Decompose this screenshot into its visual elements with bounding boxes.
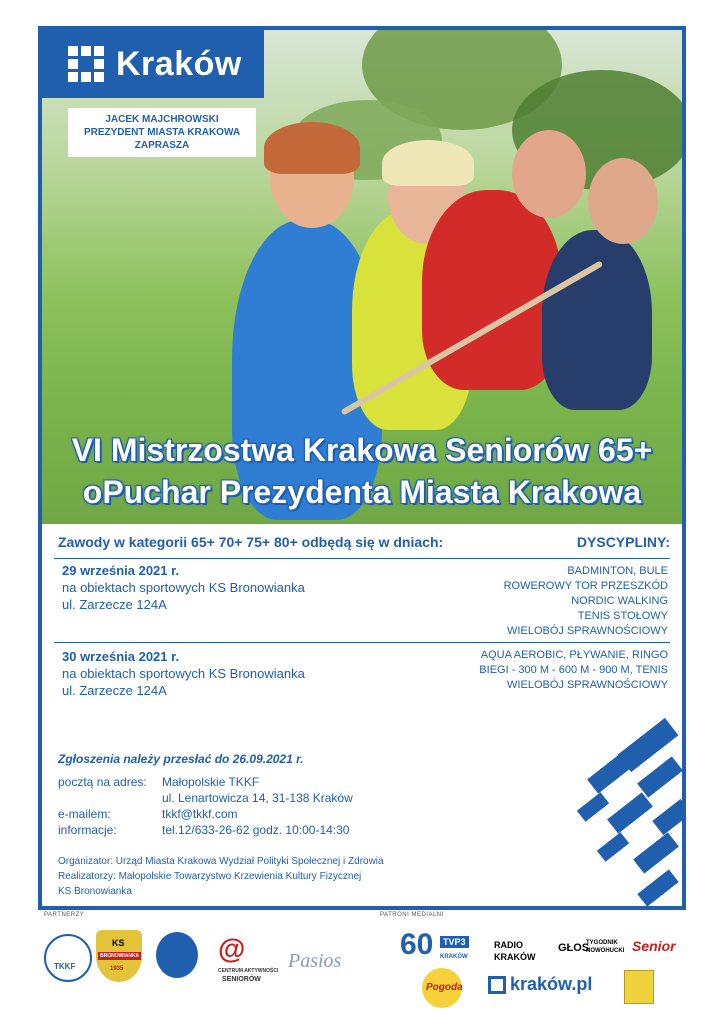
signup-line (58, 908, 446, 910)
partners-label: PARTNERZY (44, 912, 85, 918)
post-address: ul. Lenartowicza 14, 31-138 Kraków (162, 791, 353, 805)
contact-info (58, 774, 353, 838)
title-line-1: VI Mistrzostwa Krakowa Seniorów 65+ (71, 432, 653, 468)
day1-disciplines (504, 564, 668, 639)
hero-photo (42, 30, 682, 524)
krakow-pl-text[interactable]: kraków.pl (510, 974, 593, 994)
discipline-item: TENIS STOŁOWY (577, 610, 668, 622)
email-link[interactable]: tkkf@tkkf.com (162, 807, 238, 821)
info-label: informacje: (58, 823, 117, 837)
seniorow-text: SENIORÓW (222, 976, 261, 983)
person-navy (542, 230, 652, 410)
krakow-logo-icon (68, 46, 104, 82)
invitation-box (68, 108, 256, 157)
invite-line: PREZYDENT MIASTA KRAKOWA (83, 127, 241, 138)
centrum-text: CENTRUM AKTYWNOŚCI (218, 968, 279, 974)
pasios-logo: Pasios (288, 950, 342, 972)
bronowianka-text: BRONOWIANKA (100, 953, 140, 959)
tygodnik-text: TYGODNIK (586, 940, 618, 946)
day2-place: na obiektach sportowych KS Bronowianka (62, 666, 305, 681)
pogoda-text: Pogoda (426, 982, 463, 993)
tkkf-logo (44, 934, 92, 982)
phone-info: tel.12/633-26-62 godz. 10:00-14:30 (162, 823, 350, 837)
divider (54, 558, 670, 559)
organizer-line: KS Bronowianka (58, 886, 132, 897)
day2-date: 30 września 2021 r. (62, 649, 180, 664)
intro-text: Zawody w kategorii 65+ 70+ 75+ 80+ odbędą się w dniach: (58, 534, 444, 550)
person-red (422, 190, 562, 390)
divider (54, 642, 670, 643)
media-label: PATRONI MEDIALNI (380, 912, 444, 918)
disciplines-title: DYSCYPLINY: (576, 534, 670, 550)
tvp3-badge: TVP3 (440, 936, 469, 948)
deadline-text: Zgłoszenia należy przesłać do 26.09.2021 r. (58, 752, 304, 766)
organizer-line: Organizator: Urząd Miasta Krakowa Wydział Polityki Społecznej i Zdrowia (58, 856, 384, 867)
year-text: 1935 (110, 966, 124, 972)
discipline-item: WIELOBÓJ SPRAWNOŚCIOWY (507, 625, 668, 637)
organizers (58, 854, 384, 899)
day2-address: ul. Zarzecze 124A (62, 683, 167, 698)
discipline-item: ROWEROWY TOR PRZESZKÓD (503, 580, 668, 592)
tvp-60-logo: 60 (400, 928, 434, 961)
krakow-logo (42, 30, 264, 98)
title-line-2: oPuchar Prezydenta Miasta Krakowa (82, 474, 642, 510)
post-label: pocztą na adres: (58, 775, 147, 789)
signup-text (58, 908, 376, 910)
senior-logo: Senior (632, 938, 676, 954)
invite-line: JACEK MAJCHROWSKI (105, 114, 219, 125)
crest-logo (156, 932, 198, 978)
decorative-tiles (578, 734, 686, 904)
poster-frame (38, 26, 686, 910)
city-coat-of-arms (624, 970, 654, 1004)
discipline-item: WIELOBÓJ SPRAWNOŚCIOWY (507, 679, 668, 691)
ks-text: KS (112, 938, 125, 948)
email-label: e-mailem: (58, 807, 111, 821)
day1-place: na obiektach sportowych KS Bronowianka (62, 580, 305, 595)
radio-krakow-logo: RADIO (494, 940, 523, 950)
discipline-item: NORDIC WALKING (571, 595, 668, 607)
tvp-krakow-text: KRAKÓW (440, 954, 468, 960)
glos-logo: GŁOS (558, 942, 590, 954)
discipline-item: BIEGI - 300 M - 600 M - 900 M, TENIS (479, 664, 668, 676)
invite-line: ZAPRASZA (134, 140, 190, 151)
organizer-line: Realizatorzy: Małopolskie Towarzystwo Krzewienia Kultury Fizycznej (58, 871, 362, 882)
signup-link[interactable] (379, 908, 446, 910)
tkkf-text: TKKF (54, 962, 76, 971)
day1-date: 29 września 2021 r. (62, 563, 180, 578)
radio-krakow-text: KRAKÓW (494, 952, 536, 962)
day1-block (62, 562, 305, 613)
info-section (42, 524, 682, 910)
day2-disciplines (479, 648, 668, 693)
nowohucki-text: NOWOHUCKI (586, 948, 625, 954)
discipline-item: AQUA AEROBIC, PŁYWANIE, RINGO (480, 649, 668, 661)
krakow-pl-icon (488, 976, 506, 994)
day2-block (62, 648, 305, 699)
post-value: Małopolskie TKKF (162, 775, 260, 789)
day1-address: ul. Zarzecze 124A (62, 597, 167, 612)
logo-text: Kraków (116, 44, 242, 83)
centrum-logo-icon: @ (218, 933, 246, 964)
discipline-item: BADMINTON, BULE (567, 565, 668, 577)
